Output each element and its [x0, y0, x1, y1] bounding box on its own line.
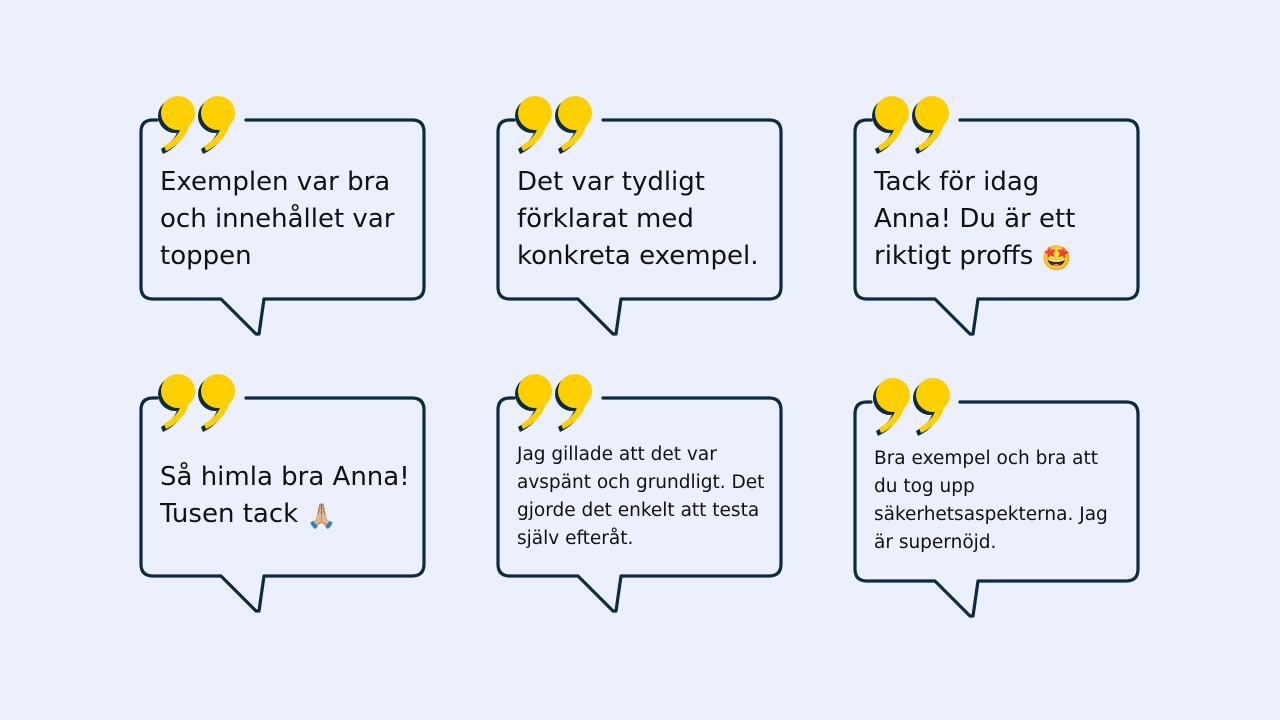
quote-mark-icon-4 — [158, 374, 235, 432]
testimonial-text-1 — [160, 164, 410, 275]
quote-mark-icon-3 — [872, 96, 949, 154]
testimonial-5-body: Jag gillade att det var avspänt och grundligt. Det gjorde det enkelt att testa själv efteråt. — [517, 444, 765, 549]
quote-mark-icon-1 — [158, 96, 235, 154]
testimonial-text-4 — [160, 459, 410, 533]
testimonial-text-6 — [874, 445, 1126, 557]
quote-mark-icon-5 — [515, 374, 592, 432]
folded-hands-emoji-icon: 🙏🏼 — [306, 502, 337, 530]
testimonial-text-5 — [517, 441, 769, 553]
testimonial-1-body: Exemplen var bra och innehållet var toppen — [160, 167, 395, 271]
testimonial-text-2 — [517, 164, 767, 275]
testimonial-4-body: Så himla bra Anna! Tusen tack — [160, 462, 410, 529]
star-struck-emoji-icon: 🤩 — [1041, 244, 1072, 272]
testimonial-2-body: Det var tydligt förklarat med konkreta exempel. — [517, 167, 759, 271]
testimonial-text-3 — [874, 164, 1124, 275]
quote-mark-icon-2 — [515, 96, 592, 154]
testimonial-3-body: Tack för idag Anna! Du är ett riktigt proffs — [874, 167, 1076, 271]
quote-mark-icon-6 — [873, 378, 950, 436]
testimonial-6-body: Bra exempel och bra att du tog upp säkerhetsaspekterna. Jag är supernöjd. — [874, 448, 1108, 553]
